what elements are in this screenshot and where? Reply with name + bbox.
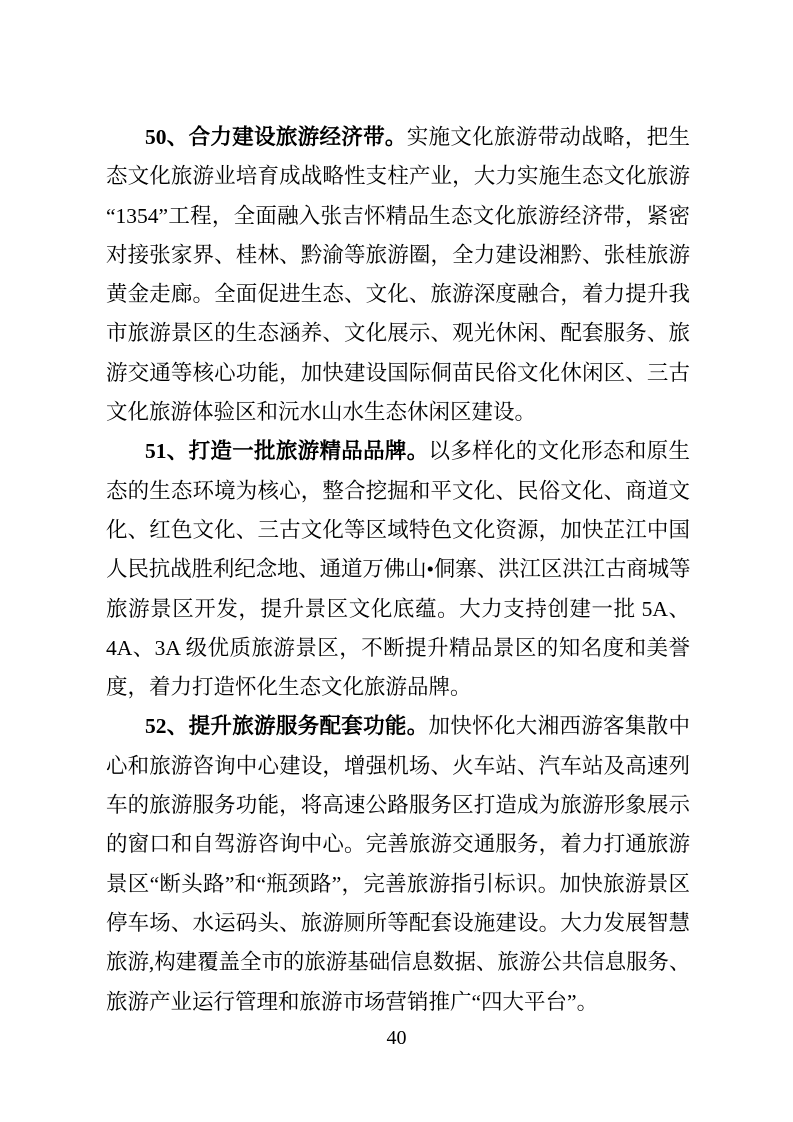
paragraph-lead-text: 加快怀化大湘西游客集散中 [428, 714, 690, 739]
text-line: 旅游产业运行管理和旅游市场营销推广“四大平台”。 [106, 989, 599, 1014]
text-line: 黄金走廊。全面促进生态、文化、旅游深度融合，着力提升我 [106, 282, 690, 307]
text-line: 心和旅游咨询中心建设，增强机场、火车站、汽车站及高速列 [106, 753, 690, 778]
text-line: “1354”工程，全面融入张吉怀精品生态文化旅游经济带，紧密 [106, 203, 690, 228]
text-line: 旅游,构建覆盖全市的旅游基础信息数据、旅游公共信息服务、 [106, 950, 690, 975]
text-line: 化、红色文化、三古文化等区域特色文化资源，加快芷江中国 [106, 517, 690, 542]
paragraph-52 [106, 707, 690, 1021]
document-text-block [106, 118, 690, 1022]
text-line: 的窗口和自驾游咨询中心。完善旅游交通服务，着力打通旅游 [106, 832, 690, 857]
page-number: 40 [386, 1027, 407, 1049]
text-line: 文化旅游体验区和沅水山水生态休闲区建设。 [106, 400, 537, 425]
paragraph-lead-text: 实施文化旅游带动战略，把生 [406, 125, 690, 149]
text-line: 度，着力打造怀化生态文化旅游品牌。 [106, 675, 472, 700]
text-line: 游交通等核心功能，加快建设国际侗苗民俗文化休闲区、三古 [106, 360, 690, 385]
paragraph-lead-text: 以多样化的文化形态和原生 [428, 439, 690, 464]
text-line: 态文化旅游业培育成战略性支柱产业，大力实施生态文化旅游 [106, 164, 690, 189]
text-line [106, 118, 690, 157]
text-line [106, 432, 690, 471]
section-heading: 52、提升旅游服务配套功能。 [145, 714, 429, 739]
text-line: 旅游景区开发，提升景区文化底蕴。大力支持创建一批 5A、 [106, 596, 690, 621]
section-heading: 51、打造一批旅游精品品牌。 [145, 439, 429, 464]
text-line: 4A、3A 级优质旅游景区，不断提升精品景区的知名度和美誉 [106, 635, 690, 660]
text-line: 停车场、水运码头、旅游厕所等配套设施建设。大力发展智慧 [106, 910, 690, 935]
text-line [106, 707, 690, 746]
text-line: 景区“断头路”和“瓶颈路”，完善旅游指引标识。加快旅游景区 [106, 871, 690, 896]
text-line: 车的旅游服务功能，将高速公路服务区打造成为旅游形象展示 [106, 793, 690, 818]
text-line: 态的生态环境为核心，整合挖掘和平文化、民俗文化、商道文 [106, 478, 690, 503]
text-line: 人民抗战胜利纪念地、通道万佛山•侗寨、洪江区洪江古商城等 [106, 557, 690, 582]
text-line: 对接张家界、桂林、黔渝等旅游圈，全力建设湘黔、张桂旅游 [106, 242, 690, 267]
paragraph-51 [106, 432, 690, 707]
paragraph-50 [106, 118, 690, 432]
section-heading: 50、合力建设旅游经济带。 [145, 125, 407, 149]
text-line: 市旅游景区的生态涵养、文化展示、观光休闲、配套服务、旅 [106, 321, 690, 346]
